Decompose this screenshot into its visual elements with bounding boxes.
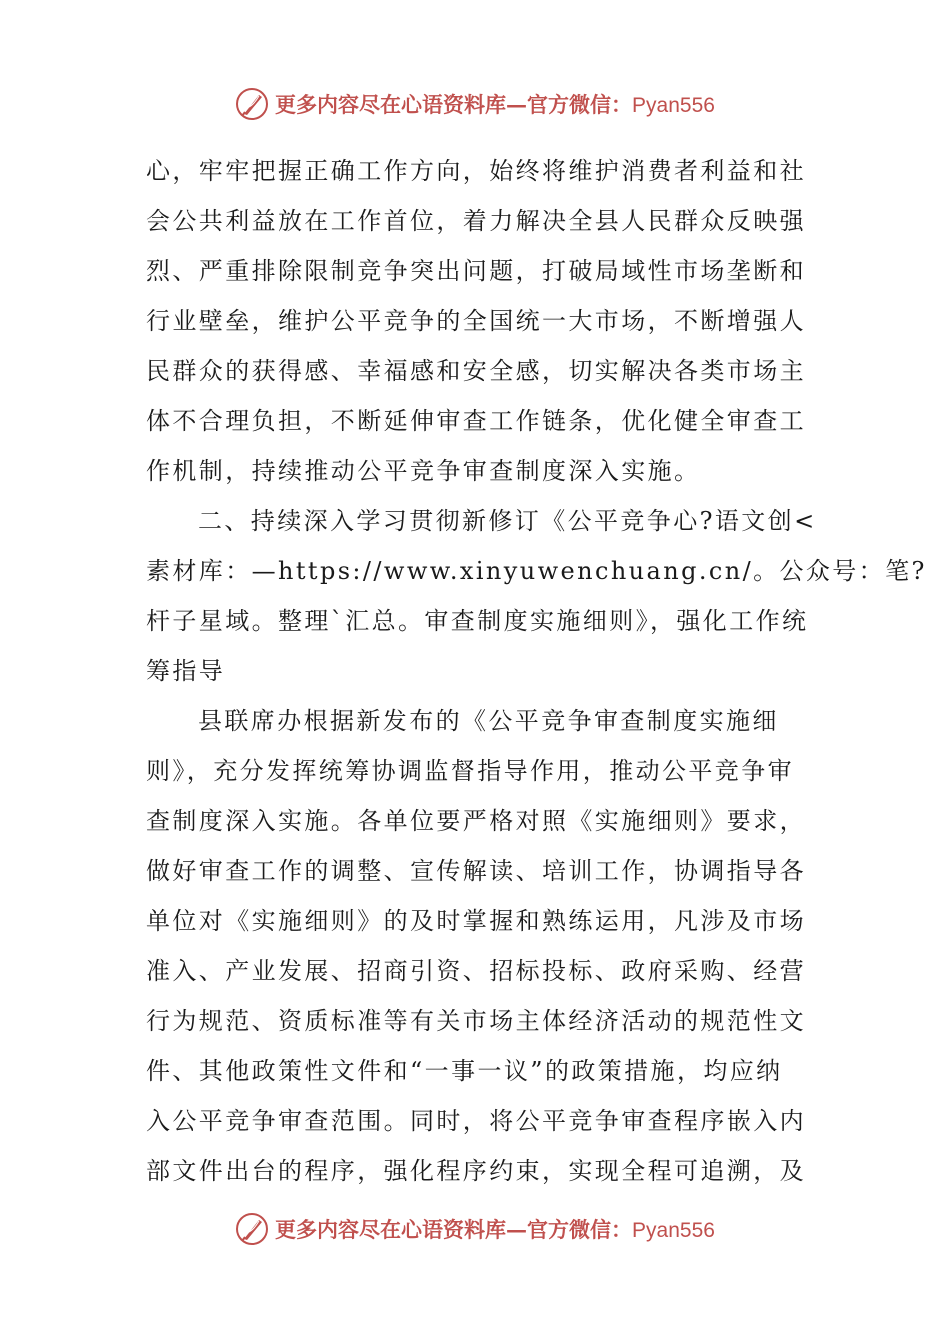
wechat-id: Pyan556 bbox=[632, 1219, 715, 1242]
text-line: 则》，充分发挥统筹协调监督指导作用，推动公平竞争审 bbox=[146, 757, 794, 785]
text-line: 单位对《实施细则》的及时掌握和熟练运用，凡涉及市场 bbox=[146, 907, 806, 935]
text-line: 行为规范、资质标准等有关市场主体经济活动的规范性文 bbox=[146, 1007, 806, 1035]
banner-main-text: 更多内容尽在心语资料库—官方微信： bbox=[275, 92, 633, 117]
quill-pen-icon bbox=[235, 87, 269, 121]
banner-main-text: 更多内容尽在心语资料库—官方微信： bbox=[275, 1217, 633, 1242]
footer-banner bbox=[0, 1209, 950, 1249]
quill-pen-icon bbox=[235, 1212, 269, 1246]
text-line: 民群众的获得感、幸福感和安全感，切实解决各类市场主 bbox=[146, 357, 806, 385]
header-banner bbox=[0, 84, 950, 124]
footer-banner-content bbox=[235, 1212, 715, 1246]
text-line: 做好审查工作的调整、宣传解读、培训工作，协调指导各 bbox=[146, 857, 806, 885]
wechat-id: Pyan556 bbox=[632, 94, 715, 117]
section-heading-line: 杆子星域。整理`汇总。审查制度实施细则》，强化工作统 bbox=[146, 607, 809, 635]
section-heading-line: 筹指导 bbox=[146, 657, 226, 685]
text-line: 件、其他政策性文件和“一事一议”的政策措施，均应纳 bbox=[146, 1057, 783, 1085]
text-line: 体不合理负担，不断延伸审查工作链条，优化健全审查工 bbox=[146, 407, 806, 435]
section-heading-line: 素材库：—https://www.xinyuwenchuang.cn/。公众号：笔? bbox=[146, 557, 927, 585]
banner-text bbox=[275, 1214, 715, 1244]
text-line: 行业壁垒，维护公平竞争的全国统一大市场，不断增强人 bbox=[146, 307, 806, 335]
header-banner-content bbox=[235, 87, 715, 121]
text-line: 作机制，持续推动公平竞争审查制度深入实施。 bbox=[146, 457, 701, 485]
banner-text bbox=[275, 89, 715, 119]
document-body bbox=[146, 146, 927, 1196]
section-heading-line: 二、持续深入学习贯彻新修订《公平竞争心?语文创< bbox=[198, 507, 817, 535]
text-line: 会公共利益放在工作首位，着力解决全县人民群众反映强 bbox=[146, 207, 806, 235]
text-line: 烈、严重排除限制竞争突出问题，打破局域性市场垄断和 bbox=[146, 257, 806, 285]
text-line: 查制度深入实施。各单位要严格对照《实施细则》要求， bbox=[146, 807, 806, 835]
text-line: 心，牢牢把握正确工作方向，始终将维护消费者利益和社 bbox=[146, 157, 806, 185]
text-line: 部文件出台的程序，强化程序约束，实现全程可追溯，及 bbox=[146, 1157, 806, 1185]
text-line: 入公平竞争审查范围。同时，将公平竞争审查程序嵌入内 bbox=[146, 1107, 806, 1135]
text-line: 准入、产业发展、招商引资、招标投标、政府采购、经营 bbox=[146, 957, 806, 985]
text-line: 县联席办根据新发布的《公平竞争审查制度实施细 bbox=[198, 707, 779, 735]
